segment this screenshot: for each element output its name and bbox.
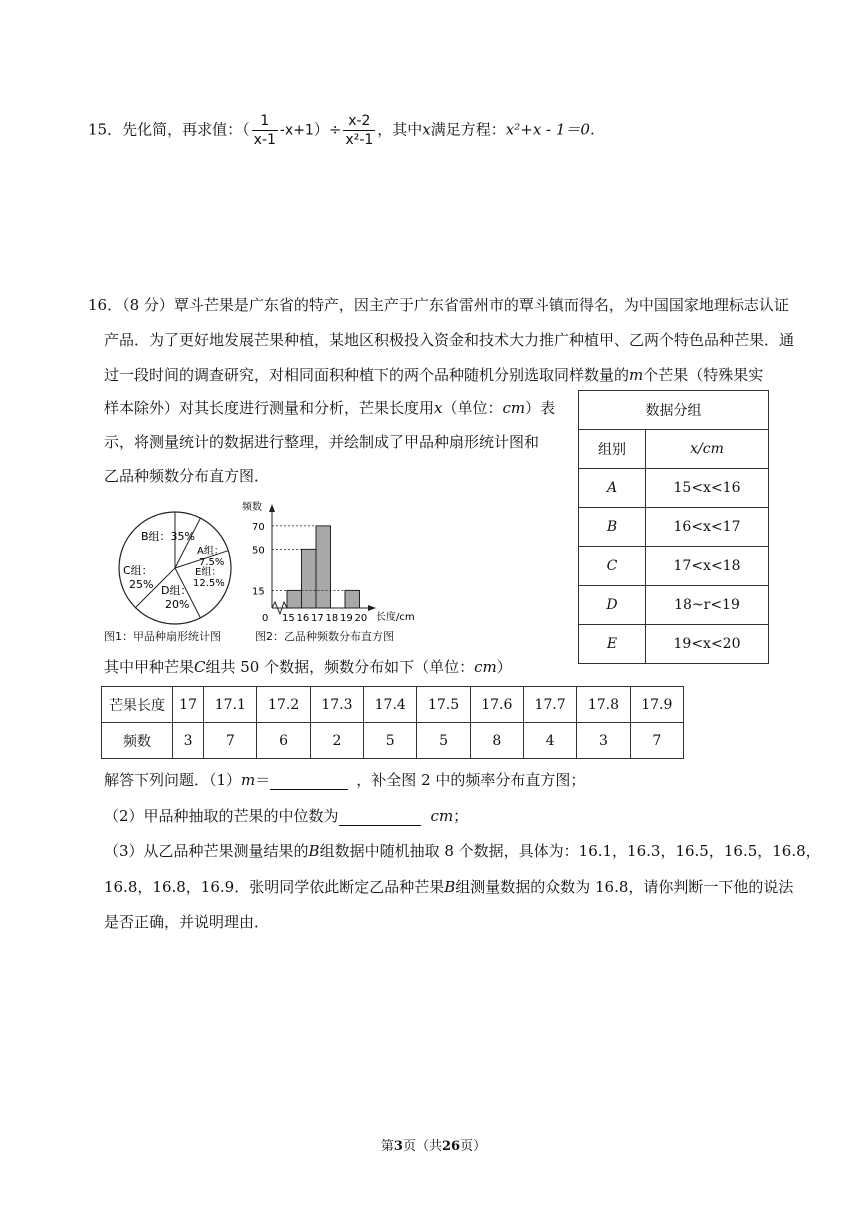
- group-cell: B: [579, 508, 646, 547]
- histogram-y-tick: 15: [252, 586, 265, 598]
- histogram-xlabel: 长度/cm: [376, 612, 415, 623]
- pie-label-b: B组：35%: [141, 530, 195, 543]
- histogram-x-ticks: [282, 613, 367, 624]
- question-15: [88, 112, 595, 149]
- pie-label-d2: 20%: [165, 598, 190, 611]
- count-cell: 3: [577, 723, 630, 759]
- sub-question-2: [104, 806, 468, 826]
- footer-page-num: 3: [393, 1139, 403, 1154]
- range-cell: 15<x<16: [646, 469, 769, 508]
- q16-line4-c: ）表: [525, 399, 556, 417]
- y-axis-arrow: [269, 504, 275, 512]
- q16-var-m: m: [629, 366, 644, 384]
- histogram-bar: [302, 549, 317, 608]
- sub3-line2-var-b: B: [444, 878, 456, 896]
- group-table-title: 数据分组: [579, 391, 769, 430]
- q15-frac2-num: x-2: [343, 112, 375, 131]
- q15-frac1-num: 1: [252, 112, 278, 131]
- length-cell: 17.8: [577, 687, 630, 723]
- count-cell: 2: [310, 723, 363, 759]
- histogram-ylabel: 频数: [242, 502, 262, 513]
- q15-number: 15．: [88, 120, 123, 139]
- length-cell: 17.3: [310, 687, 363, 723]
- frequency-table-row-label: 频数: [102, 723, 173, 759]
- histogram-y-ticks: [252, 522, 345, 598]
- sub3-line1-b: 组数据中随机抽取 8 个数据，具体为：16.1，16.3，16.5，16.5，16.8，: [319, 842, 821, 860]
- length-cell: 17.5: [417, 687, 470, 723]
- pie-label-a2: 7.5%: [199, 557, 225, 568]
- q16-unit-cm: cm: [502, 399, 526, 417]
- count-cell: 8: [470, 723, 523, 759]
- c-group-intro: [104, 657, 512, 677]
- q15-suffix-b: 满足方程：: [430, 120, 506, 139]
- histogram-x-tick: 19: [340, 613, 353, 624]
- group-cell: E: [579, 625, 646, 664]
- q16-line4: [104, 398, 555, 418]
- c-group-end: ）: [496, 658, 512, 676]
- c-group-a: 其中甲种芒果: [104, 658, 195, 676]
- q15-fraction-1: [252, 112, 278, 149]
- histogram-y-tick: 50: [252, 545, 265, 557]
- sub3-var-b: B: [308, 842, 320, 860]
- histogram-caption: 图2：乙品种频数分布直方图: [255, 630, 394, 643]
- group-cell: D: [579, 586, 646, 625]
- q16-line4-a: 样本除外）对其长度进行测量和分析，芒果长度用: [104, 399, 435, 417]
- sub3-line2-b: 组测量数据的众数为 16.8，请你判断一下他的说法: [455, 878, 794, 896]
- c-group-b: 组共 50 个数据，频数分布如下（单位：: [205, 658, 475, 676]
- frequency-table-count-row: [102, 723, 684, 759]
- histogram-chart: [240, 496, 425, 630]
- pie-label-a1: A组：: [197, 546, 224, 557]
- range-cell: 19<x<20: [646, 625, 769, 664]
- frequency-table-header: 芒果长度: [102, 687, 173, 723]
- histogram-y-tick: 70: [252, 521, 265, 533]
- q15-var-x: x: [422, 120, 431, 139]
- q15-middle: -x+1: [279, 122, 314, 139]
- count-cell: 7: [630, 723, 683, 759]
- c-group-cm: cm: [474, 658, 497, 676]
- sub1-a: 解答下列问题．（1）: [104, 771, 242, 789]
- length-cell: 17.9: [630, 687, 683, 723]
- sub1-eq: ＝: [255, 771, 271, 789]
- q16-line5: 示，将测量统计的数据进行整理，并绘制成了甲品种扇形统计图和: [104, 433, 540, 451]
- sub-question-3-line3: 是否正确，并说明理由．: [104, 913, 270, 931]
- q16-var-x: x: [434, 399, 443, 417]
- histogram-bar: [316, 526, 331, 608]
- pie-label-e1: E组：: [195, 567, 222, 578]
- footer-mid: 页（共: [402, 1139, 442, 1154]
- q16-line3: [104, 365, 763, 385]
- q15-frac1-den: x-1: [253, 132, 276, 148]
- pie-chart: [115, 508, 235, 628]
- q15-close: ）÷: [313, 120, 342, 139]
- answer-blank-m[interactable]: [270, 772, 348, 790]
- range-cell: 17<x<18: [646, 547, 769, 586]
- sub-question-3-line2: [104, 877, 793, 897]
- length-cell: 17: [173, 687, 204, 723]
- q15-prefix: 先化简，再求值：（: [122, 120, 250, 139]
- pie-label-c2: 25%: [129, 578, 154, 591]
- answer-blank-median[interactable]: [339, 808, 421, 826]
- count-cell: 3: [173, 723, 204, 759]
- count-cell: 7: [204, 723, 257, 759]
- count-cell: 5: [364, 723, 417, 759]
- pie-caption: 图1：甲品种扇形统计图: [104, 630, 221, 643]
- q16-line3-b: 个芒果（特殊果实: [643, 366, 764, 384]
- length-cell: 17.2: [257, 687, 310, 723]
- histogram-x-tick: 18: [325, 613, 339, 624]
- q15-equation: x²+x - 1＝0.: [505, 120, 595, 139]
- pie-label-d1: D组：: [161, 584, 192, 597]
- x-axis-arrow: [368, 605, 376, 611]
- q15-fraction-2: [343, 112, 375, 149]
- footer-prefix: 第: [380, 1139, 394, 1154]
- sub3-line2-a: 16.8，16.8，16.9．张明同学依此断定乙品种芒果: [104, 878, 445, 896]
- page-footer: [0, 1137, 867, 1157]
- sub2-a: （2）甲品种抽取的芒果的中位数为: [104, 807, 339, 825]
- count-cell: 4: [523, 723, 576, 759]
- group-table-header-group: 组别: [579, 430, 646, 469]
- q16-line6: 乙品种频数分布直方图．: [104, 467, 270, 485]
- q15-suffix-a: ，其中: [377, 120, 423, 139]
- sub3-line1-a: （3）从乙品种芒果测量结果的: [104, 842, 309, 860]
- q16-line3-a: 过一段时间的调查研究，对相同面积种植下的两个品种随机分别选取同样数量的: [104, 366, 630, 384]
- sub-question-3-line1: [104, 841, 821, 861]
- sub1-var-m: m: [241, 771, 256, 789]
- count-cell: 5: [417, 723, 470, 759]
- range-cell: 18~r<19: [646, 586, 769, 625]
- histogram-x-tick: 20: [354, 613, 368, 624]
- histogram-bars: [287, 526, 360, 608]
- q16-line1-text: （8 分）覃斗芒果是广东省的特产，因主产于广东省雷州市的覃斗镇而得名，为中国国家地理标志认证: [122, 296, 789, 314]
- pie-label-e2: 12.5%: [193, 578, 225, 589]
- frequency-table-length-row: [102, 687, 684, 723]
- frequency-table: [101, 686, 684, 759]
- sub2-b: ；: [453, 807, 469, 825]
- sub1-b: ，补全图 2 中的频率分布直方图；: [356, 771, 586, 789]
- group-cell: C: [579, 547, 646, 586]
- histogram-x-tick: 15: [282, 613, 295, 624]
- histogram-x-tick: 16: [296, 613, 310, 624]
- group-table: [578, 390, 769, 664]
- sub-question-1: [104, 770, 585, 790]
- length-cell: 17.4: [364, 687, 417, 723]
- histogram-origin: 0: [262, 613, 269, 624]
- c-group-letter: C: [194, 658, 206, 676]
- footer-page-total: 26: [441, 1139, 461, 1154]
- range-cell: 16<x<17: [646, 508, 769, 547]
- histogram-x-tick: 17: [311, 613, 324, 624]
- q16-number: 16．: [88, 296, 123, 314]
- count-cell: 6: [257, 723, 310, 759]
- pie-label-c1: C组：: [123, 564, 153, 577]
- footer-suffix: 页）: [460, 1139, 487, 1154]
- length-cell: 17.1: [204, 687, 257, 723]
- q16-line4-b: （单位：: [442, 399, 503, 417]
- histogram-bar: [345, 590, 360, 608]
- length-cell: 17.7: [523, 687, 576, 723]
- sub2-cm: cm: [430, 807, 454, 825]
- q16-line2: 产品．为了更好地发展芒果种植，某地区积极投入资金和技术大力推广种植甲、乙两个特色品种芒果．通: [104, 331, 795, 349]
- length-cell: 17.6: [470, 687, 523, 723]
- group-cell: A: [579, 469, 646, 508]
- q15-frac2-den: x²-1: [345, 132, 374, 148]
- group-table-header-x: x/cm: [646, 430, 769, 469]
- histogram-bar: [287, 590, 302, 608]
- q16-line1: [88, 295, 789, 315]
